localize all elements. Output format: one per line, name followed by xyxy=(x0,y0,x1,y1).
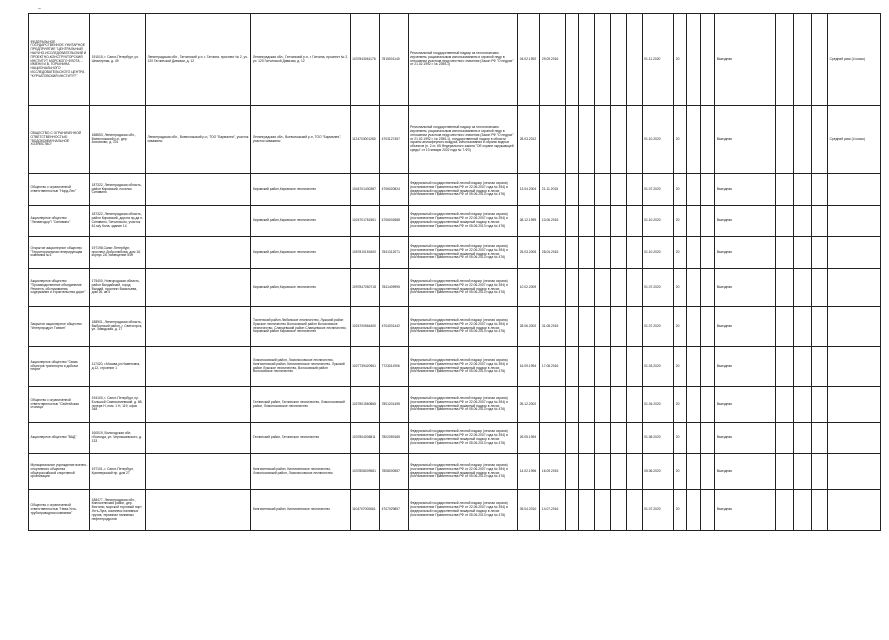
object-address-cell: Тосненский район Любанское лесничество, Лужский район Лужское лесничество Волосовский район Волосовское лесничество, Сланцевский район Сланцевское лесничество, Кировский район Кировское лесничество xyxy=(251,307,350,347)
activity-address-cell xyxy=(146,423,251,454)
ogrn-cell: 1037843061176 xyxy=(350,14,380,106)
registration-date-cell: 13.04.2004 xyxy=(518,174,540,206)
empty-cell xyxy=(686,307,700,347)
check-start-cell: 05.06.2020 xyxy=(642,454,674,490)
empty-cell xyxy=(776,237,794,269)
empty-cell xyxy=(776,454,794,490)
inn-cell: 4703127457 xyxy=(380,106,408,174)
legal-address-cell: 117420, г.Москва,ул.Наметкина, д.12, строение 1 xyxy=(90,347,146,387)
empty-cell xyxy=(579,347,595,387)
table-row xyxy=(29,423,881,454)
check-form-cell: Выездная xyxy=(715,423,776,454)
check-form-cell: Выездная xyxy=(715,269,776,307)
org-name-cell: Общество с ограниченной ответственностью "Норд-Лес" xyxy=(29,174,90,206)
empty-cell xyxy=(626,454,642,490)
control-type-cell: Федеральный государственный лесной надзор (лесная охрана) (постановление Правительства РФ от 22.06.2007 года № 394) и федеральный государственный пожарный надзор в лесах (постановление Правительства РФ от 05.06.2013 года № 476) xyxy=(408,490,518,531)
work-days-cell: 20 xyxy=(674,347,687,387)
org-name-cell: Муниципальное учреждение военно-спортивного общества общероссийской спортивной организации xyxy=(29,454,90,490)
empty-cell xyxy=(686,106,700,174)
activity-address-cell xyxy=(146,387,251,423)
control-type-cell: Федеральный государственный лесной надзор (лесная охрана) (постановление Правительства РФ от 22.06.2007 года № 394) и федеральный государственный пожарный надзор в лесах (постановление Правительства РФ от 05.06.2013 года № 476) xyxy=(408,307,518,347)
other-date-cell xyxy=(565,14,579,106)
legal-address-cell: 191015, г. Санкт-Петербург, ул. Шпалерная, д. 49 xyxy=(90,14,146,106)
last-check-date-cell: 31.08.2015 xyxy=(540,307,565,347)
risk-class-cell xyxy=(828,307,881,347)
check-start-cell: 01.07.2020 xyxy=(642,174,674,206)
control-type-cell: Региональный государственный надзор за геологическим изучением, рациональным использованием и охраной недр в отношении участков недр местного значения (Закон РФ "О недрах" от 21.02.1992 г. № 2395-1), государственный надзор в области охраны атмосферного воздуха, использования и охраны водных объектов (п. 2 ст. 65 Федерального закона "Об охране окружающей среды" от 10 января 2002 года № 7-ФЗ) xyxy=(408,106,518,174)
org-name-cell: Общество с ограниченной ответственностью "Сюйтейская столица" xyxy=(29,387,90,423)
ogrn-cell: 1024700564400 xyxy=(350,307,380,347)
work-days-cell: 20 xyxy=(674,307,687,347)
last-check-date-cell xyxy=(540,106,565,174)
work-days-cell: 20 xyxy=(674,14,687,106)
check-start-cell: 01.11.2020 xyxy=(642,14,674,106)
empty-cell xyxy=(812,347,828,387)
empty-cell xyxy=(686,387,700,423)
org-name-cell: Общество с ограниченной ответственностью "Нева-Усть-трубопроводная компания" xyxy=(29,490,90,531)
empty-cell xyxy=(686,347,700,387)
empty-cell xyxy=(794,347,812,387)
empty-cell xyxy=(595,14,611,106)
empty-cell xyxy=(812,269,828,307)
activity-address-cell xyxy=(146,237,251,269)
other-date-cell xyxy=(565,454,579,490)
empty-cell xyxy=(595,347,611,387)
empty-cell xyxy=(776,307,794,347)
empty-cell xyxy=(776,206,794,237)
empty-cell xyxy=(812,174,828,206)
ogrn-cell: 1037804006811 xyxy=(350,423,380,454)
empty-cell xyxy=(794,490,812,531)
empty-cell xyxy=(794,106,812,174)
empty-cell xyxy=(812,387,828,423)
empty-cell xyxy=(595,206,611,237)
empty-cell xyxy=(794,206,812,237)
work-days-cell: 20 xyxy=(674,387,687,423)
empty-cell xyxy=(794,174,812,206)
empty-cell xyxy=(700,237,715,269)
empty-cell xyxy=(610,14,626,106)
other-date-cell xyxy=(565,423,579,454)
other-date-cell xyxy=(565,106,579,174)
table-row xyxy=(29,347,881,387)
object-address-cell: Кировский район,Кировское лесничество xyxy=(251,269,350,307)
registration-date-cell: 04.02.1992 xyxy=(518,14,540,106)
empty-cell xyxy=(626,237,642,269)
table-row xyxy=(29,307,881,347)
empty-cell xyxy=(626,307,642,347)
table-row xyxy=(29,269,881,307)
empty-cell xyxy=(794,269,812,307)
registration-date-cell: 08.12.1999 xyxy=(518,206,540,237)
activity-address-cell xyxy=(146,269,251,307)
empty-cell xyxy=(776,174,794,206)
control-type-cell: Федеральный государственный лесной надзор (лесная охрана) (постановление Правительства РФ от 22.06.2007 года № 394) и федеральный государственный пожарный надзор в лесах (постановление Правительства РФ от 05.06.2013 года № 476) xyxy=(408,269,518,307)
org-name-cell: Акционерное общество "ВАД" xyxy=(29,423,90,454)
check-form-cell: Выездная xyxy=(715,490,776,531)
control-type-cell: Федеральный государственный лесной надзор (лесная охрана) (постановление Правительства РФ от 22.06.2007 года № 394) и федеральный государственный пожарный надзор в лесах (постановление Правительства РФ от 05.06.2013 года № 476) xyxy=(408,454,518,490)
empty-cell xyxy=(686,269,700,307)
activity-address-cell xyxy=(146,347,251,387)
legal-address-cell: 188901, Ленинградская область, Выборгский район, г. Светогорск, ул. Заводская, д. 17 xyxy=(90,307,146,347)
check-start-cell: 01.03.2020 xyxy=(642,347,674,387)
legal-address-cell: 197101, г. Санкт-Петербург, Кронверкский пр. дом 27 xyxy=(90,454,146,490)
empty-cell xyxy=(686,237,700,269)
check-start-cell: 01.10.2020 xyxy=(642,206,674,237)
ogrn-cell: 1024701761961 xyxy=(350,206,380,237)
empty-cell xyxy=(610,174,626,206)
empty-cell xyxy=(794,423,812,454)
empty-cell xyxy=(812,454,828,490)
empty-cell xyxy=(610,387,626,423)
empty-cell xyxy=(700,423,715,454)
inn-cell: 4707029857 xyxy=(380,490,408,531)
empty-cell xyxy=(812,14,828,106)
object-address-cell: Кингисеппский район, Кингисеппское лесничество xyxy=(251,490,350,531)
risk-class-cell xyxy=(828,206,881,237)
inn-cell: 4706020824 xyxy=(380,174,408,206)
empty-cell xyxy=(579,490,595,531)
check-start-cell: 01.07.2020 xyxy=(642,269,674,307)
legal-address-cell: 160019, Вологодская обл, г.Вологда, ул. Чернышевского, д. 133 xyxy=(90,423,146,454)
ogrn-cell: 1027801560865 xyxy=(350,387,380,423)
registration-date-cell: 10.02.2009 xyxy=(518,269,540,307)
table-row xyxy=(29,14,881,106)
object-address-cell: Ломоносовский район, Ломоносовское лесничество, Кингисеппский район, Кингисеппское лесничество, Лужский район Лужское лесничество, Волосовский район Волосовское лесничество xyxy=(251,347,350,387)
empty-cell xyxy=(626,423,642,454)
legal-address-cell: 187322, Ленинградская область, район Кировский, дорога пр-да п. Синявино, Гатчинского, участок 61 м/у Кола, здание 14 xyxy=(90,206,146,237)
table-body xyxy=(29,14,881,531)
check-form-cell: Выездная xyxy=(715,307,776,347)
other-date-cell xyxy=(565,347,579,387)
risk-class-cell xyxy=(828,423,881,454)
empty-cell xyxy=(626,106,642,174)
empty-cell xyxy=(700,269,715,307)
empty-cell xyxy=(776,269,794,307)
object-address-cell: Ленинградская обл., Гатчинский р-н, г. Гатчина, проспект № 2, уч. 120 Гатчинской Дивизии, д. 12 xyxy=(251,14,350,106)
registration-date-cell: 26.05.1994 xyxy=(518,423,540,454)
object-address-cell: Кингисеппский район, Кингисеппское лесничество, Ломоносовский район, Ломоносовское лесничество xyxy=(251,454,350,490)
org-name-cell: ОБЩЕСТВО С ОГРАНИЧЕННОЙ ОТВЕТСТВЕННОСТЬЮ "ВОДОКОММУНАЛЬНОЕ ХОЗЯЙСТВО" xyxy=(29,106,90,174)
registration-date-cell: 28.06.2002 xyxy=(518,307,540,347)
inn-cell: 4704031442 xyxy=(380,307,408,347)
empty-cell xyxy=(700,307,715,347)
empty-cell xyxy=(579,387,595,423)
table-row xyxy=(29,454,881,490)
empty-cell xyxy=(579,14,595,106)
risk-class-cell xyxy=(828,347,881,387)
work-days-cell: 20 xyxy=(674,206,687,237)
work-days-cell: 20 xyxy=(674,174,687,206)
empty-cell xyxy=(812,423,828,454)
empty-cell xyxy=(700,14,715,106)
empty-cell xyxy=(794,307,812,347)
inn-cell: 7802059185 xyxy=(380,423,408,454)
last-check-date-cell: 16.09.2015 xyxy=(540,454,565,490)
empty-cell xyxy=(812,106,828,174)
object-address-cell: Кировский район,Кировское лесничество xyxy=(251,237,350,269)
work-days-cell: 20 xyxy=(674,237,687,269)
empty-cell xyxy=(776,490,794,531)
legal-address-cell: 187322, Ленинградская область, район Кировский, поселок Синявино xyxy=(90,174,146,206)
control-type-cell: Федеральный государственный лесной надзор (лесная охрана) (постановление Правительства РФ от 22.06.2007 года № 394) и федеральный государственный пожарный надзор в лесах (постановление Правительства РФ от 05.06.2013 года № 476) xyxy=(408,347,518,387)
inn-cell: 7841409995 xyxy=(380,269,408,307)
control-type-cell: Региональный государственный надзор за геологическим изучением, рациональным использованием и охраной недр в отношении участков недр местного значения (Закон РФ "О недрах" от 21.02.1992 г. № 2395-1) xyxy=(408,14,518,106)
ogrn-cell: 1097847050718 xyxy=(350,269,380,307)
last-check-date-cell xyxy=(540,269,565,307)
activity-address-cell: Ленинградская обл., Всеволожский р-н, ТОО "Бармалеи", участок скважины xyxy=(146,106,251,174)
empty-cell xyxy=(610,490,626,531)
check-form-cell: Выездная xyxy=(715,237,776,269)
object-address-cell: Ленинградская обл., Всеволожский р-н, ТОО "Бармалеи", участок скважины xyxy=(251,106,350,174)
empty-cell xyxy=(812,307,828,347)
empty-cell xyxy=(776,347,794,387)
object-address-cell: Кировский район,Кировское лесничество xyxy=(251,206,350,237)
empty-cell xyxy=(610,454,626,490)
empty-cell xyxy=(610,307,626,347)
org-name-cell: Акционерное общество "Производственное объединение Ремонта, обслуживания, содержания и строительства дорог" xyxy=(29,269,90,307)
org-name-cell: Акционерное общество "Ленавтодор"/ "Синявино" xyxy=(29,206,90,237)
risk-class-cell xyxy=(828,387,881,423)
empty-cell xyxy=(686,14,700,106)
registration-date-cell: 05.04.2010 xyxy=(518,490,540,531)
activity-address-cell xyxy=(146,490,251,531)
legal-address-cell: 197198,Санкт-Петербург, проспект Добролюбова, дом 16, корпус 2А, помещение 54Н xyxy=(90,237,146,269)
work-days-cell: 20 xyxy=(674,269,687,307)
empty-cell xyxy=(595,174,611,206)
empty-cell xyxy=(610,347,626,387)
empty-cell xyxy=(579,174,595,206)
risk-class-cell xyxy=(828,269,881,307)
inn-cell: 7815001140 xyxy=(380,14,408,106)
registration-date-cell: 25.03.2005 xyxy=(518,237,540,269)
empty-cell xyxy=(595,269,611,307)
empty-cell xyxy=(700,347,715,387)
empty-cell xyxy=(610,237,626,269)
empty-cell xyxy=(700,454,715,490)
other-date-cell xyxy=(565,174,579,206)
risk-class-cell xyxy=(828,490,881,531)
registration-date-cell: 16.09.1994 xyxy=(518,347,540,387)
empty-cell xyxy=(579,307,595,347)
control-type-cell: Федеральный государственный лесной надзор (лесная охрана) (постановление Правительства РФ от 22.06.2007 года № 394) и федеральный государственный пожарный надзор в лесах (постановление Правительства РФ от 05.06.2013 года № 476) xyxy=(408,387,518,423)
empty-cell xyxy=(700,106,715,174)
empty-cell xyxy=(686,490,700,531)
inn-cell: 7723011906 xyxy=(380,347,408,387)
empty-cell xyxy=(595,387,611,423)
table-row xyxy=(29,490,881,531)
other-date-cell xyxy=(565,307,579,347)
activity-address-cell: Ленинградская обл., Гатчинский р-н, г. Гатчина, проспект № 2, уч. 120 Гатчинской Дивизии, д. 12 xyxy=(146,14,251,106)
empty-cell xyxy=(686,423,700,454)
other-date-cell xyxy=(565,206,579,237)
empty-cell xyxy=(776,106,794,174)
check-start-cell: 01.07.2020 xyxy=(642,490,674,531)
check-form-cell: Выездная xyxy=(715,14,776,106)
check-form-cell: Выездная xyxy=(715,106,776,174)
check-form-cell: Выездная xyxy=(715,387,776,423)
table-row xyxy=(29,106,881,174)
work-days-cell: 20 xyxy=(674,490,687,531)
inn-cell: 7801201495 xyxy=(380,387,408,423)
empty-cell xyxy=(610,106,626,174)
table-row xyxy=(29,387,881,423)
check-start-cell: 01.10.2020 xyxy=(642,237,674,269)
last-check-date-cell: 28.04.2015 xyxy=(540,237,565,269)
last-check-date-cell: 21.11.2015 xyxy=(540,174,565,206)
empty-cell xyxy=(626,490,642,531)
legal-address-cell: 194100, г. Санкт-Петербург, пр. Большой Сампсониевский, д. 68, литера Н, пом. 1 Н, 119, офис 348 xyxy=(90,387,146,423)
object-address-cell: Кировский район,Кировское лесничество xyxy=(251,174,350,206)
empty-cell xyxy=(579,237,595,269)
control-type-cell: Федеральный государственный лесной надзор (лесная охрана) (постановление Правительства РФ от 22.06.2007 года № 394) и федеральный государственный пожарный надзор в лесах (постановление Правительства РФ от 05.06.2013 года № 476) xyxy=(408,174,518,206)
activity-address-cell xyxy=(146,307,251,347)
check-start-cell: 01.04.2020 xyxy=(642,387,674,423)
last-check-date-cell: 17.08.2016 xyxy=(540,347,565,387)
risk-class-cell xyxy=(828,454,881,490)
other-date-cell xyxy=(565,387,579,423)
ogrn-cell: 1124703001280 xyxy=(350,106,380,174)
top-mark: – xyxy=(38,6,41,12)
empty-cell xyxy=(812,490,828,531)
control-type-cell: Федеральный государственный лесной надзор (лесная охрана) (постановление Правительства РФ от 22.06.2007 года № 394) и федеральный государственный пожарный надзор в лесах (постановление Правительства РФ от 05.06.2013 года № 476) xyxy=(408,206,518,237)
registration-date-cell: 05.12.2002 xyxy=(518,387,540,423)
empty-cell xyxy=(686,454,700,490)
empty-cell xyxy=(794,237,812,269)
org-name-cell: ФЕДЕРАЛЬНОЕ ГОСУДАРСТВЕННОЕ УНИТАРНОЕ ПРЕДПРИЯТИЕ "ЦЕНТРАЛЬНЫЙ НАУЧНО-ИССЛЕДОВАТЕЛЬСКИЙ И ПРОЕКТНО-КОНСТРУКТОРСКИЙ ИНСТИТУТ МОРСКОГО ФЛОТА ... ИМЕНИ И.В. ГОРЫНИНА НАЦИОНАЛЬНОГО ИССЛЕДОВАТЕЛЬСКОГО ЦЕНТРА "КУРЧАТОВСКИЙ ИНСТИТУТ" xyxy=(29,14,90,106)
risk-class-cell xyxy=(828,237,881,269)
legal-address-cell: 188653, Ленинградская обл., Всеволожский р-н, дер. Агалатово, д. 101 xyxy=(90,106,146,174)
org-name-cell: Акционерное общество "Связь объектов транспорта и добычи нефти" xyxy=(29,347,90,387)
empty-cell xyxy=(626,347,642,387)
empty-cell xyxy=(579,454,595,490)
empty-cell xyxy=(700,490,715,531)
inn-cell: 4706002688 xyxy=(380,206,408,237)
check-form-cell: Выездная xyxy=(715,206,776,237)
other-date-cell xyxy=(565,237,579,269)
empty-cell xyxy=(579,206,595,237)
registration-date-cell: 14.02.1996 xyxy=(518,454,540,490)
table-row xyxy=(29,206,881,237)
other-date-cell xyxy=(565,269,579,307)
last-check-date-cell xyxy=(540,423,565,454)
risk-class-cell xyxy=(828,174,881,206)
table-row xyxy=(29,237,881,269)
ogrn-cell: 1104707000661 xyxy=(350,490,380,531)
other-date-cell xyxy=(565,490,579,531)
empty-cell xyxy=(610,269,626,307)
empty-cell xyxy=(626,206,642,237)
empty-cell xyxy=(700,174,715,206)
empty-cell xyxy=(595,454,611,490)
check-form-cell: Выездная xyxy=(715,347,776,387)
legal-address-cell: 175400, Новгородская область, район Валдайский, город Валдай, проспект Васильева, дом 26, кв.5 xyxy=(90,269,146,307)
check-start-cell: 01.07.2020 xyxy=(642,307,674,347)
work-days-cell: 20 xyxy=(674,106,687,174)
object-address-cell: Гатчинский район, Гатчинское лесничество, Ломоносовский район, Ломоносовское лесничество xyxy=(251,387,350,423)
registration-date-cell: 28.03.2012 xyxy=(518,106,540,174)
activity-address-cell xyxy=(146,454,251,490)
check-form-cell: Выездная xyxy=(715,454,776,490)
empty-cell xyxy=(595,307,611,347)
empty-cell xyxy=(626,387,642,423)
inn-cell: 7808000557 xyxy=(380,454,408,490)
control-type-cell: Федеральный государственный лесной надзор (лесная охрана) (постановление Правительства РФ от 22.06.2007 года № 394) и федеральный государственный пожарный надзор в лесах (постановление Правительства РФ от 05.06.2013 года № 476) xyxy=(408,423,518,454)
legal-address-cell: 188477, Ленинградская обл., Кингисеппский район, дер. Вистино, морской торговый порт Усть-Луга, комплекс наливных грузов, терминал наливных нефтепродуктов xyxy=(90,490,146,531)
activity-address-cell xyxy=(146,174,251,206)
last-check-date-cell: 29.09.2016 xyxy=(540,14,565,106)
empty-cell xyxy=(700,206,715,237)
risk-class-cell: Средний риск (4 класс) xyxy=(828,14,881,106)
empty-cell xyxy=(794,14,812,106)
last-check-date-cell: 14.07.2016 xyxy=(540,490,565,531)
activity-address-cell xyxy=(146,206,251,237)
last-check-date-cell: 10.06.2016 xyxy=(540,206,565,237)
check-start-cell: 01.10.2020 xyxy=(642,106,674,174)
ogrn-cell: 1057810153400 xyxy=(350,237,380,269)
empty-cell xyxy=(776,14,794,106)
inn-cell: 7841312071 xyxy=(380,237,408,269)
empty-cell xyxy=(686,174,700,206)
risk-class-cell: Средний риск (4 класс) xyxy=(828,106,881,174)
empty-cell xyxy=(812,237,828,269)
empty-cell xyxy=(579,106,595,174)
ogrn-cell: 1027739420961 xyxy=(350,347,380,387)
empty-cell xyxy=(610,423,626,454)
ogrn-cell: 1037808009581 xyxy=(350,454,380,490)
org-name-cell: Закрытое акционерное общество "Интерпродукт Тихвин" xyxy=(29,307,90,347)
empty-cell xyxy=(686,206,700,237)
empty-cell xyxy=(610,206,626,237)
empty-cell xyxy=(794,454,812,490)
table-row xyxy=(29,174,881,206)
empty-cell xyxy=(579,423,595,454)
empty-cell xyxy=(626,269,642,307)
empty-cell xyxy=(626,174,642,206)
empty-cell xyxy=(626,14,642,106)
empty-cell xyxy=(776,387,794,423)
work-days-cell: 20 xyxy=(674,423,687,454)
work-days-cell: 20 xyxy=(674,454,687,490)
empty-cell xyxy=(812,206,828,237)
check-form-cell: Выездная xyxy=(715,174,776,206)
empty-cell xyxy=(595,237,611,269)
org-name-cell: Открытое акционерное общество "Территориальная генерирующая компания №1" xyxy=(29,237,90,269)
empty-cell xyxy=(595,490,611,531)
check-start-cell: 01.08.2020 xyxy=(642,423,674,454)
empty-cell xyxy=(700,387,715,423)
empty-cell xyxy=(794,387,812,423)
empty-cell xyxy=(776,423,794,454)
object-address-cell: Гатчинский район, Гатчинское лесничество xyxy=(251,423,350,454)
empty-cell xyxy=(595,423,611,454)
empty-cell xyxy=(595,106,611,174)
inspection-plan-table xyxy=(28,13,881,531)
control-type-cell: Федеральный государственный лесной надзор (лесная охрана) (постановление Правительства РФ от 22.06.2007 года № 394) и федеральный государственный пожарный надзор в лесах (постановление Правительства РФ от 05.06.2013 года № 476) xyxy=(408,237,518,269)
last-check-date-cell xyxy=(540,387,565,423)
empty-cell xyxy=(579,269,595,307)
ogrn-cell: 1044701430387 xyxy=(350,174,380,206)
